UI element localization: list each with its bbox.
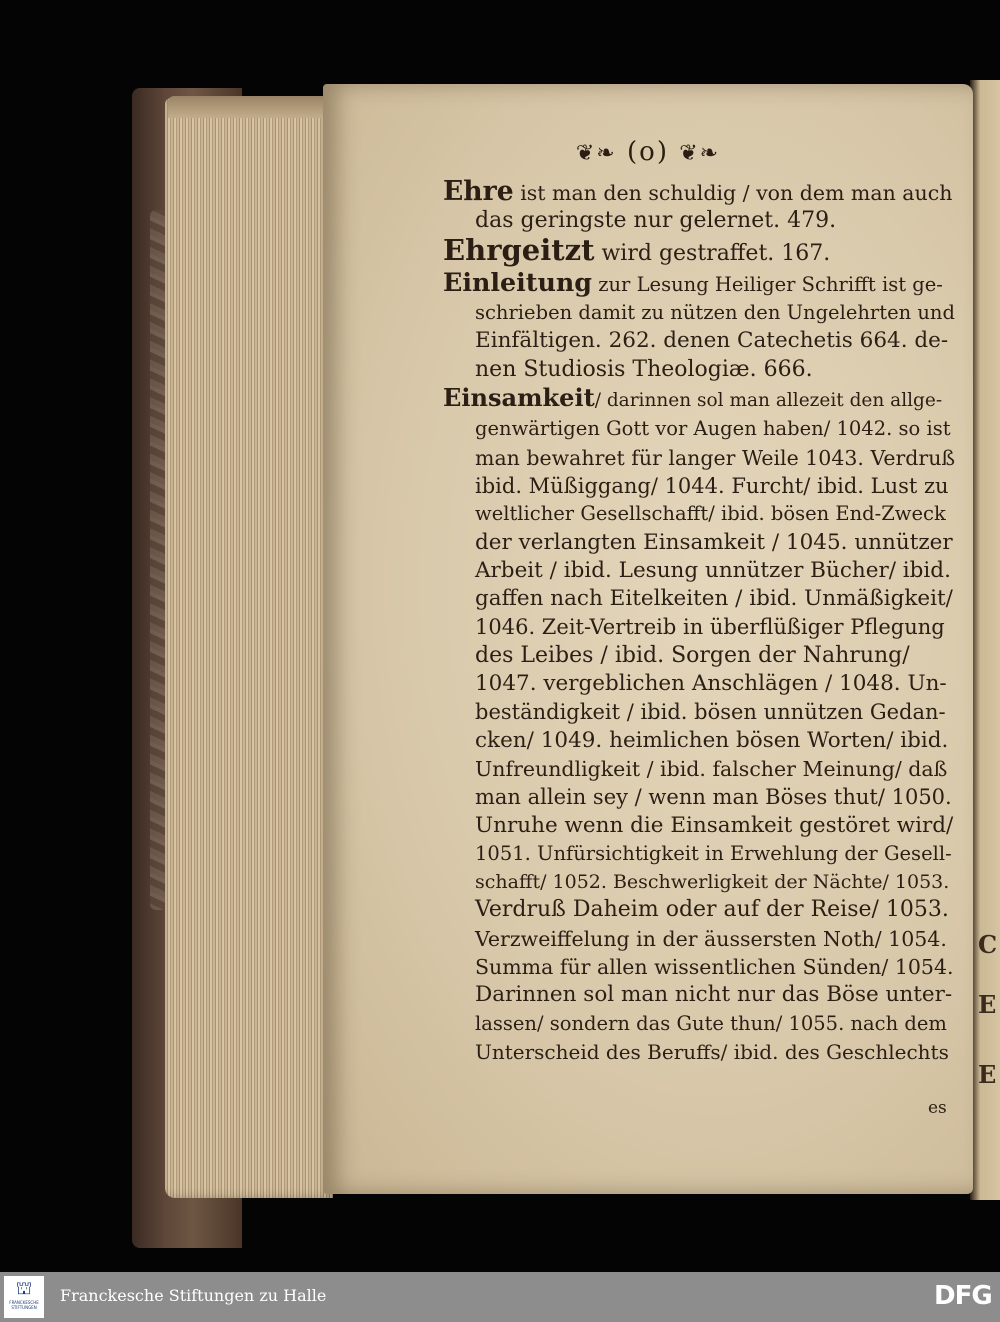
text-line: das geringste nur gelernet. 479. [475, 208, 837, 234]
text-line: Unterscheid des Beruffs/ ibid. des Geschlechts [475, 1039, 949, 1064]
text-line: schafft/ 1052. Beschwerligkeit der Nächte/ 1053. [475, 871, 950, 894]
text-line: Unfreundligkeit / ibid. falscher Meinung/ daß [475, 756, 948, 781]
text-line: nen Studiosis Theologiæ. 666. [475, 356, 813, 382]
text-line [443, 236, 955, 268]
text-line: weltlicher Gesellschafft/ ibid. bösen End-Zweck [475, 502, 946, 526]
text-line: 1047. vergeblichen Anschlägen / 1048. Un- [475, 671, 947, 697]
text-line: der verlangten Einsamkeit / 1045. unnützer [475, 529, 953, 555]
text-line: man allein sey / wenn man Böses thut/ 1050. [475, 785, 952, 810]
text-line: 1051. Unfürsichtigkeit in Erwehlung der Gesell- [475, 841, 952, 865]
text-line: genwärtigen Gott vor Augen haben/ 1042. so ist [475, 417, 951, 441]
edge-letter: E [978, 1060, 997, 1089]
text-line: des Leibes / ibid. Sorgen der Nahrung/ [475, 642, 910, 668]
entry-text: / darinnen sol man allezeit den allge- [594, 390, 943, 412]
text-line: Verzweiffelung in der äussersten Noth/ 1054. [475, 926, 947, 951]
edge-letter: C [978, 930, 998, 959]
catchword: es [928, 1098, 947, 1118]
text-line: cken/ 1049. heimlichen bösen Worten/ ibid. [475, 727, 949, 753]
page-block [165, 98, 333, 1198]
logo-text: FRANCKESCHE STIFTUNGEN [9, 1300, 39, 1310]
institution-name[interactable]: Franckesche Stiftungen zu Halle [60, 1286, 327, 1305]
text-line: Arbeit / ibid. Lesung unnützer Bücher/ ibid. [475, 557, 951, 583]
text-line: 1046. Zeit-Vertreib in überflüßiger Pflegung [475, 615, 945, 640]
text-line: Darinnen sol man nicht nur das Böse unter- [475, 982, 953, 1008]
viewer-footer [0, 1272, 1000, 1322]
index-text [443, 178, 955, 1066]
page-block-top [168, 96, 328, 118]
adjacent-page-edge [970, 80, 1000, 1200]
headword: Ehre [443, 178, 514, 207]
text-line: Unruhe wenn die Einsamkeit gestöret wird/ [475, 812, 954, 838]
text-line: man bewahret für langer Weile 1043. Verdruß [475, 445, 955, 470]
dfg-logo[interactable]: DFG [934, 1281, 992, 1311]
text-line [443, 268, 955, 299]
text-line [443, 384, 955, 415]
text-line: lassen/ sondern das Gute thun/ 1055. nach dem [475, 1011, 947, 1035]
entry-text: wird gestraffet. 167. [594, 240, 831, 266]
institution-logo-icon: ⛫ [15, 1278, 33, 1299]
text-line: Summa für allen wissentlichen Sünden/ 1054. [475, 955, 954, 980]
edge-letter: E [978, 990, 997, 1019]
headword: Einsamkeit [443, 384, 595, 413]
entry-text: ist man den schuldig / von dem man auch [513, 181, 953, 205]
ornament-left-icon: ❦❧ [575, 141, 617, 166]
text-line: Einfältigen. 262. denen Catechetis 664. de- [475, 328, 949, 354]
entry-text: zur Lesung Heiliger Schrifft ist ge- [592, 272, 943, 296]
text-line: gaffen nach Eitelkeiten / ibid. Unmäßigkeit/ [475, 586, 953, 612]
page-header-text: (o) [627, 137, 669, 167]
text-line: beständigkeit / ibid. bösen unnützen Gedan- [475, 700, 946, 725]
text-line [443, 178, 955, 207]
text-line: ibid. Müßiggang/ 1044. Furcht/ ibid. Lust zu [475, 473, 949, 498]
headword: Einleitung [443, 267, 593, 297]
text-line: Verdruß Daheim oder auf der Reise/ 1053. [475, 897, 949, 923]
text-line: schrieben damit zu nützen den Ungelehrten und [475, 301, 955, 325]
page-header [323, 137, 973, 167]
ornament-right-icon: ❦❧ [679, 141, 721, 166]
institution-logo[interactable] [4, 1276, 44, 1318]
headword: Ehrgeitzt [443, 235, 595, 267]
